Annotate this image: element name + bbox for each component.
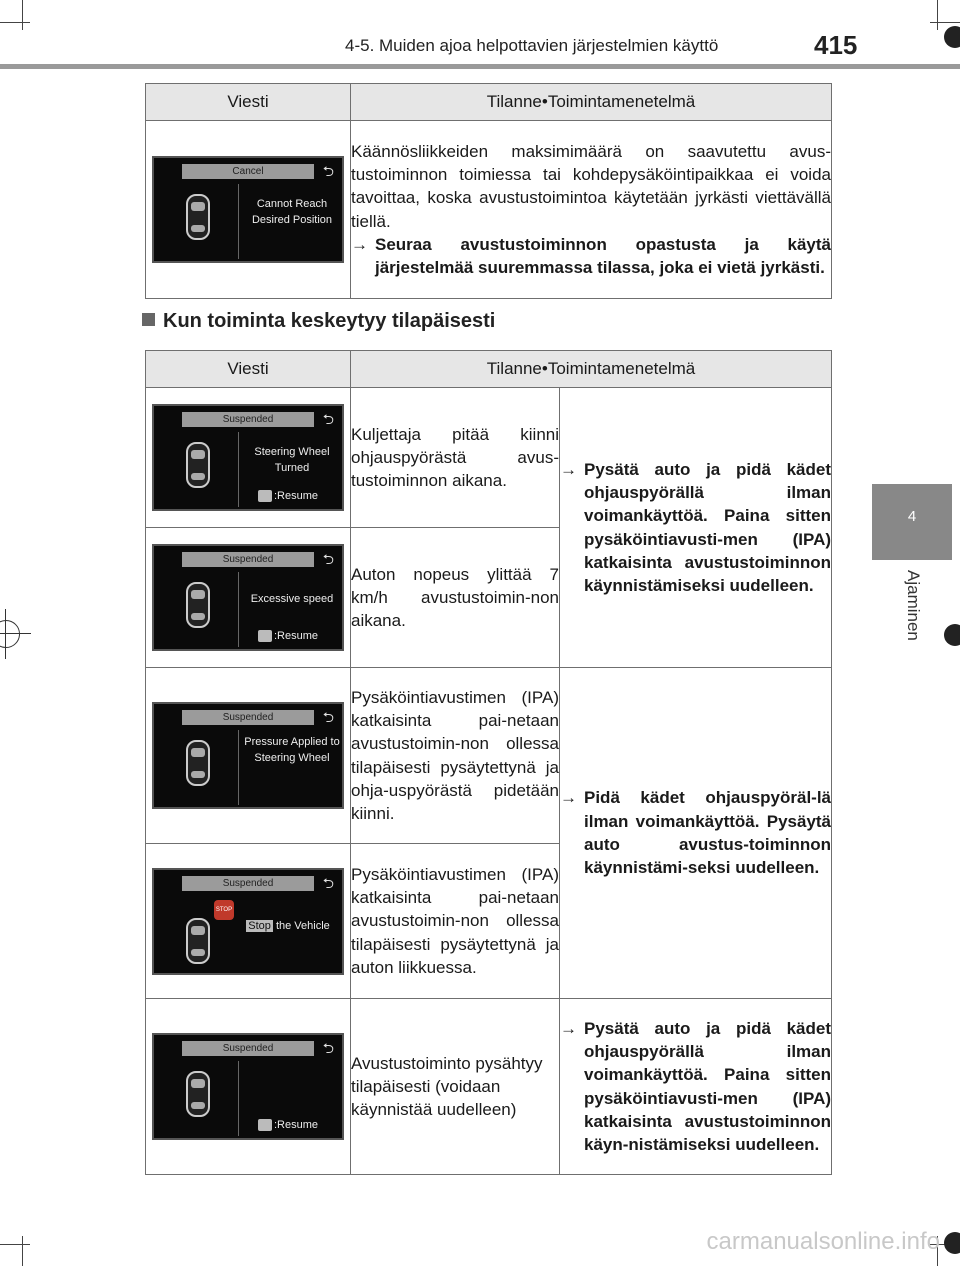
screen-status-bar: Suspended [182, 412, 314, 427]
action-text: Seuraa avustustoiminnon opastusta ja käytä järjestelmää suuremmassa tilassa, joka ei vietä jyrkästi. [375, 234, 831, 278]
table-row [146, 999, 832, 1175]
screen-status-bar: Suspended [182, 552, 314, 567]
registration-mark-icon [944, 624, 960, 646]
display-screen [152, 156, 344, 263]
arrow-icon: → [560, 788, 577, 808]
page-number: 415 [814, 30, 858, 60]
display-screen [152, 544, 344, 651]
section-heading-text: Kun toiminta keskeytyy tilapäisesti [163, 310, 496, 332]
action-line [560, 1017, 831, 1157]
crop-mark [22, 0, 23, 30]
display-screen [152, 1033, 344, 1140]
resume-hint: :Resume [258, 1119, 318, 1131]
car-icon [186, 1071, 210, 1117]
message-cell [146, 844, 351, 999]
situation-cell: Avustustoiminto pysähtyy tilapäisesti (voidaan käynnistää uudelleen) [351, 999, 560, 1175]
registration-mark-icon [0, 620, 20, 648]
arrow-icon: → [351, 234, 368, 254]
screen-message: Cannot Reach Desired Position [251, 198, 333, 226]
situation-text: Käännösliikkeiden maksimimäärä on saavutettu avus-tustoiminnon toimiessa tai kohdepysäköintipaikkaa ei voida tavoittaa, koska avustustoimintoa käytetään jyrkästi viettävällä tiellä. [351, 141, 831, 231]
action-line [560, 458, 831, 598]
crop-mark [937, 0, 938, 30]
table-row [146, 121, 832, 299]
resume-hint: :Resume [258, 630, 318, 642]
crop-mark [0, 22, 30, 23]
situation-cell: Pysäköintiavustimen (IPA) katkaisinta pai-netaan avustustoimin-non ollessa tilapäisesti pysäytettynä ja auton liikkuessa. [351, 844, 560, 999]
table-row [146, 668, 832, 844]
screen-message: Excessive speed [250, 593, 334, 605]
ipa-switch-icon [258, 1119, 272, 1131]
screen-message: Pressure Applied to Steering Wheel [244, 736, 340, 764]
section-heading [142, 310, 495, 333]
action-text: Pysätä auto ja pidä kädet ohjauspyörällä ilman voimankäyttöä. Paina sitten pysäköintiavusti-men (IPA) katkaisinta avustustoiminnon käynnistämiseksi uudelleen. [584, 459, 832, 596]
message-cell [146, 528, 351, 668]
registration-mark-icon [944, 26, 960, 48]
bullet-square-icon [142, 313, 155, 326]
table-header-row [146, 351, 832, 388]
situation-cell: Pysäköintiavustimen (IPA) katkaisinta pai-netaan avustustoimin-non ollessa tilapäisesti pysäytettynä ja ohja-uspyörästä pidetään kiinni. [351, 668, 560, 844]
action-cell [560, 999, 832, 1175]
back-arrow-icon: ⮌ [322, 874, 334, 891]
message-table-2 [145, 350, 832, 1175]
crop-mark [22, 1236, 23, 1266]
column-header-situation: Tilanne•Toimintamenetelmä [351, 84, 832, 121]
chapter-tab [872, 484, 952, 560]
ipa-switch-icon [258, 490, 272, 502]
car-icon [186, 582, 210, 628]
stop-sign-icon: STOP [214, 900, 234, 920]
column-header-message: Viesti [146, 351, 351, 388]
action-cell [560, 388, 832, 668]
crop-mark [930, 22, 960, 23]
arrow-icon: → [560, 459, 577, 479]
action-text: Pysätä auto ja pidä kädet ohjauspyörällä ilman voimankäyttöä. Paina sitten pysäköintiavusti-men (IPA) katkaisinta avustustoiminnon käyn-nistämiseksi uudelleen. [584, 1018, 832, 1155]
registration-mark-icon [944, 1232, 960, 1254]
crop-mark [0, 1244, 30, 1245]
action-line [351, 233, 831, 280]
table-header-row [146, 84, 832, 121]
display-screen [152, 404, 344, 511]
back-arrow-icon: ⮌ [322, 163, 334, 179]
running-header: 4-5. Muiden ajoa helpottavien järjestelmien käyttö [345, 36, 719, 55]
chapter-number: 4 [907, 508, 917, 525]
action-line [560, 786, 831, 879]
action-text: Pidä kädet ohjauspyöräl-lä ilman voimankäyttöä. Pysäytä auto avustus-toiminnon käynnistämi-seksi uudelleen. [584, 788, 832, 878]
back-arrow-icon: ⮌ [322, 411, 334, 427]
screen-divider [238, 730, 239, 805]
ipa-switch-icon [258, 630, 272, 642]
situation-cell: Kuljettaja pitää kiinni ohjauspyörästä avus-tustoiminnon aikana. [351, 388, 560, 528]
back-arrow-icon: ⮌ [322, 1040, 334, 1056]
car-icon [186, 918, 210, 964]
screen-divider [238, 432, 239, 507]
message-cell [146, 999, 351, 1175]
back-arrow-icon: ⮌ [322, 551, 334, 567]
screen-status-bar: Cancel [182, 164, 314, 179]
arrow-icon: → [560, 1018, 577, 1038]
screen-divider [238, 1061, 239, 1136]
column-header-message: Viesti [146, 84, 351, 121]
action-cell [560, 668, 832, 999]
screen-message-rest: the Vehicle [275, 919, 330, 932]
situation-cell: Auton nopeus ylittää 7 km/h avustustoimin-non aikana. [351, 528, 560, 668]
car-icon [186, 740, 210, 786]
screen-message: Steering Wheel Turned [254, 446, 330, 474]
back-arrow-icon: ⮌ [322, 709, 334, 725]
message-table-1 [145, 83, 832, 299]
header-rule [0, 64, 960, 69]
display-screen [152, 702, 344, 809]
message-cell [146, 388, 351, 528]
watermark: carmanualsonline.info [706, 1228, 940, 1255]
display-screen [152, 868, 344, 975]
chapter-label: Ajaminen [904, 570, 923, 641]
car-icon [186, 442, 210, 488]
screen-status-bar: Suspended [182, 1041, 314, 1056]
message-cell [146, 668, 351, 844]
screen-divider [238, 572, 239, 647]
message-cell [146, 121, 351, 299]
screen-status-bar: Suspended [182, 710, 314, 725]
screen-message [238, 918, 338, 934]
screen-status-bar: Suspended [182, 876, 314, 891]
table-row [146, 388, 832, 528]
car-icon [186, 194, 210, 240]
resume-hint: :Resume [258, 490, 318, 502]
screen-divider [238, 184, 239, 259]
situation-cell [351, 121, 832, 299]
stop-word: Stop [248, 919, 271, 932]
column-header-situation: Tilanne•Toimintamenetelmä [351, 351, 832, 388]
